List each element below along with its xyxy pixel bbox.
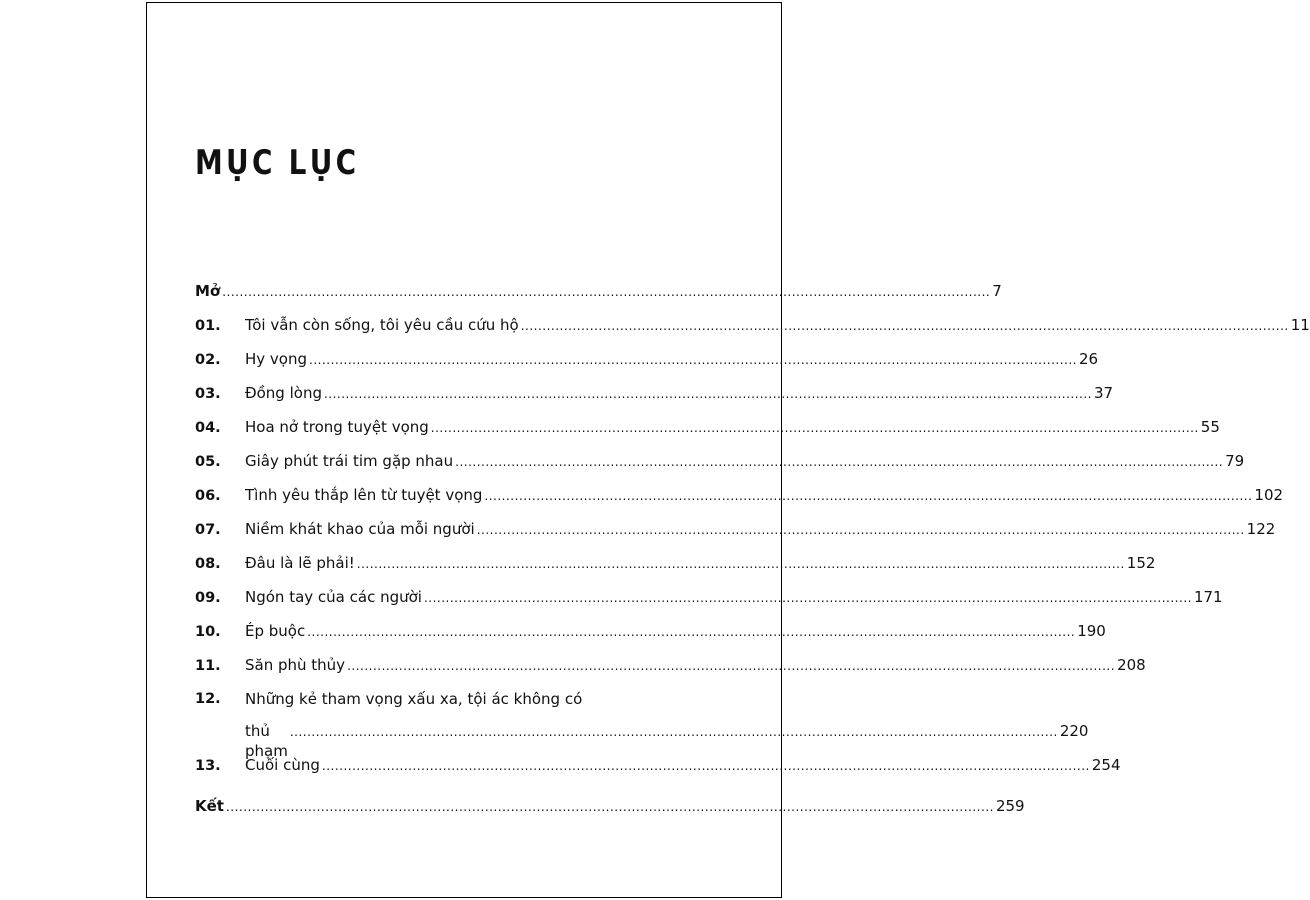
toc-page-number: 37	[1093, 384, 1114, 402]
toc-page-number: 190	[1077, 622, 1106, 640]
toc-page-number: 26	[1079, 350, 1099, 368]
dot-leader	[324, 384, 1092, 404]
toc-label: Tôi vẫn còn sống, tôi yêu cầu cứu hộ	[245, 316, 519, 334]
toc-entry-06	[195, 485, 1284, 505]
toc-number: 05.	[195, 454, 221, 470]
toc-label: Tình yêu thắp lên từ tuyệt vọng	[245, 486, 483, 504]
toc-entry-10	[195, 621, 1106, 641]
toc-entry-04	[195, 417, 1220, 437]
dot-leader	[309, 350, 1077, 370]
toc-number: 02.	[195, 352, 221, 368]
toc-entry-02	[195, 349, 1099, 369]
toc-number: 04.	[195, 420, 221, 436]
dot-leader	[226, 797, 994, 817]
toc-entry-01	[195, 315, 1310, 335]
dot-leader	[347, 656, 1115, 676]
toc-page-number: 171	[1193, 588, 1223, 606]
toc-page-number: 122	[1246, 520, 1276, 538]
toc-page-number: 102	[1254, 486, 1284, 504]
toc-page-number: 220	[1059, 722, 1089, 740]
dot-leader	[307, 622, 1075, 642]
toc-label: Ép buộc	[245, 622, 306, 640]
dot-leader	[431, 418, 1199, 438]
toc-page-number: 254	[1091, 756, 1121, 774]
toc-number: 09.	[195, 590, 221, 606]
toc-number: 06.	[195, 488, 221, 504]
toc-number: 08.	[195, 556, 221, 572]
toc-page-number: 55	[1200, 418, 1220, 436]
toc-page-number: 7	[992, 282, 1002, 300]
toc-label: Đâu là lẽ phải!	[245, 554, 355, 572]
toc-entry-close	[195, 796, 1025, 816]
toc-number: 10.	[195, 624, 221, 640]
toc-page-number: 208	[1117, 656, 1146, 674]
toc-page-number: 11	[1290, 316, 1310, 334]
table-of-contents	[195, 281, 1310, 816]
toc-entry-09	[195, 587, 1223, 607]
toc-entry-13	[195, 755, 1121, 775]
dot-leader	[484, 486, 1252, 506]
toc-label: Giây phút trái tim gặp nhau	[245, 452, 454, 470]
dot-leader	[357, 554, 1125, 574]
dot-leader	[322, 756, 1090, 776]
toc-number: 11.	[195, 658, 221, 674]
toc-entry-03	[195, 383, 1114, 403]
dot-leader	[424, 588, 1192, 608]
toc-label: Những kẻ tham vọng xấu xa, tội ác không có	[245, 690, 583, 708]
toc-entry-07	[195, 519, 1276, 539]
toc-page-number: 259	[995, 797, 1025, 815]
dot-leader	[455, 452, 1223, 472]
toc-number: 01.	[195, 318, 221, 334]
page-title: MỤC LỤC	[195, 143, 360, 183]
toc-entry-11	[195, 655, 1146, 675]
toc-label: Cuối cùng	[245, 756, 320, 774]
toc-entry-open	[195, 281, 1002, 301]
toc-label-continued: thủ phạm	[245, 722, 288, 760]
toc-entry-12	[195, 689, 1089, 760]
toc-label: Mở	[195, 282, 221, 300]
toc-label: Ngón tay của các người	[245, 588, 422, 606]
toc-label: Săn phù thủy	[245, 656, 346, 674]
toc-label: Đồng lòng	[245, 384, 322, 402]
book-page	[146, 2, 1310, 898]
toc-label: Kết	[195, 797, 224, 815]
toc-entry-05	[195, 451, 1245, 471]
toc-page-number: 79	[1225, 452, 1245, 470]
toc-number: 03.	[195, 386, 221, 402]
toc-entry-08	[195, 553, 1156, 573]
toc-number: 13.	[195, 758, 221, 774]
dot-leader	[477, 520, 1245, 540]
dot-leader	[222, 282, 990, 302]
dot-leader	[521, 316, 1289, 336]
toc-page-number: 152	[1126, 554, 1156, 572]
dot-leader	[290, 722, 1058, 742]
toc-label: Niềm khát khao của mỗi người	[245, 520, 475, 538]
toc-label: Hy vọng	[245, 350, 308, 368]
toc-label: Hoa nở trong tuyệt vọng	[245, 418, 429, 436]
toc-number: 07.	[195, 522, 221, 538]
toc-number: 12.	[195, 691, 221, 707]
